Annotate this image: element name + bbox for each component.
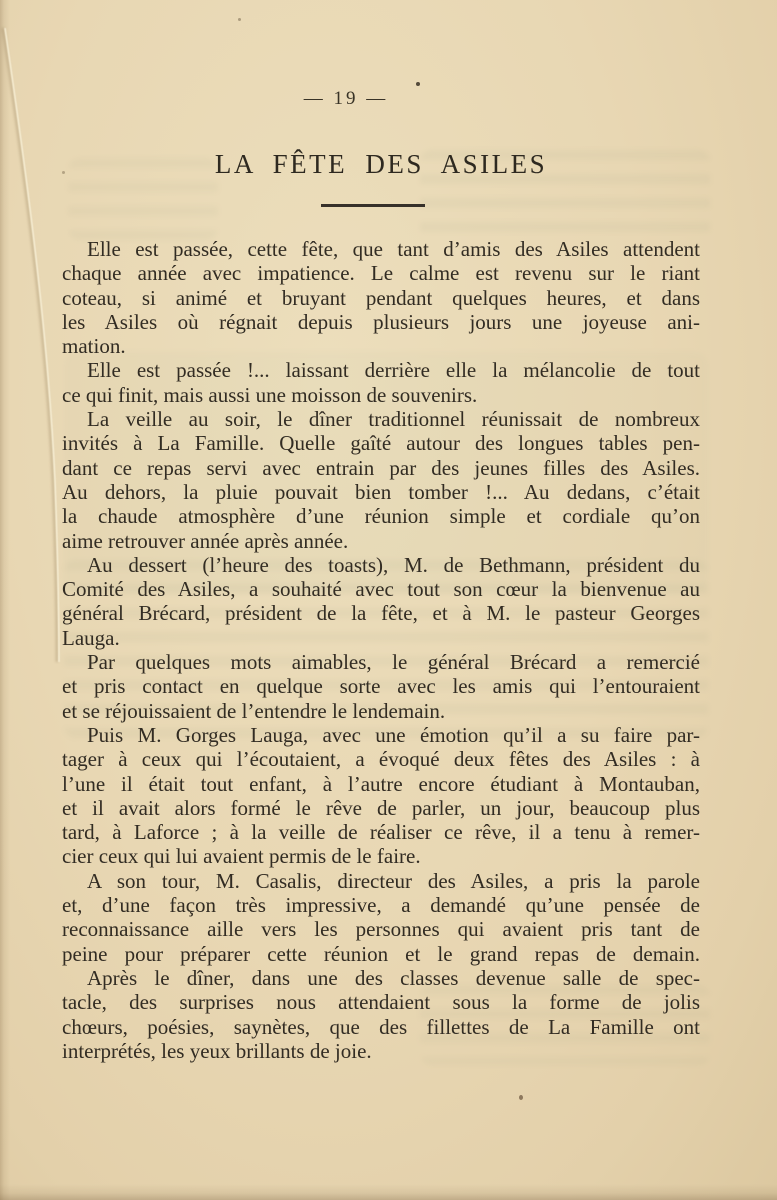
text-line: A son tour, M. Casalis, directeur des Asiles, a pris la parole <box>87 868 700 893</box>
text-column <box>62 0 700 1200</box>
paragraph-1 <box>62 237 700 358</box>
text-line: l’une il était tout enfant, à l’autre encore étudiant à Montauban, <box>62 771 700 796</box>
text-line: mation. <box>62 334 126 359</box>
text-line: les Asiles où régnait depuis plusieurs jours une joyeuse ani- <box>62 309 700 334</box>
text-line: chœurs, poésies, saynètes, que des fillettes de La Famille ont <box>62 1014 700 1039</box>
text-line: Elle est passée !... laissant derrière elle la mélancolie de tout <box>87 358 700 383</box>
text-line: Puis M. Gorges Lauga, avec une émotion qu’il a su faire par- <box>87 722 700 747</box>
paragraph-6 <box>62 723 700 869</box>
text-line: général Brécard, président de la fête, et à M. le pasteur Georges <box>62 601 700 626</box>
text-line: La veille au soir, le dîner traditionnel réunissait de nombreux <box>87 407 700 432</box>
text-line: ce qui finit, mais aussi une moisson de souvenirs. <box>62 382 478 407</box>
text-line: peine pour préparer cette réunion et le grand repas de demain. <box>62 941 700 966</box>
text-line: Au dehors, la pluie pouvait bien tomber !... Au dedans, c’était <box>62 479 700 504</box>
text-line: Comité des Asiles, a souhaité avec tout son cœur la bienvenue au <box>62 577 700 602</box>
text-line: chaque année avec impatience. Le calme est revenu sur le riant <box>62 261 700 286</box>
text-line: Après le dîner, dans une des classes devenue salle de spec- <box>87 965 700 990</box>
text-line: et se réjouissaient de l’entendre le lendemain. <box>62 698 446 723</box>
text-line: et il avait alors formé le rêve de parler, un jour, beaucoup plus <box>62 795 700 820</box>
paragraph-5 <box>62 650 700 723</box>
paragraph-3 <box>62 407 700 553</box>
text-line: tager à ceux qui l’écoutaient, a évoqué deux fêtes des Asiles : à <box>62 747 700 772</box>
text-line: aime retrouver année après année. <box>62 528 349 553</box>
body-text <box>62 237 700 1063</box>
text-line: Au dessert (l’heure des toasts), M. de Bethmann, président du <box>87 552 700 577</box>
page-number: — 19 — <box>303 88 389 109</box>
text-line: et pris contact en quelque sorte avec les amis qui l’entouraient <box>62 674 700 699</box>
title-rule <box>321 204 425 207</box>
text-line: invités à La Famille. Quelle gaîté autour des longues tables pen- <box>62 431 700 456</box>
text-line: tard, à Laforce ; à la veille de réaliser ce rêve, il a tenu à remer- <box>62 820 700 845</box>
paragraph-2 <box>62 358 700 407</box>
text-line: dant ce repas servi avec entrain par des jeunes filles des Asiles. <box>62 455 700 480</box>
paragraph-8 <box>62 966 700 1063</box>
text-line: la chaude atmosphère d’une réunion simple et cordiale qu’on <box>62 504 700 529</box>
text-line: et, d’une façon très impressive, a demandé qu’une pensée de <box>62 893 700 918</box>
chapter-title: LA FÊTE DES ASILES <box>214 149 548 179</box>
text-line: Lauga. <box>62 625 120 650</box>
paragraph-4 <box>62 553 700 650</box>
text-line: Elle est passée, cette fête, que tant d’amis des Asiles attendent <box>87 237 700 261</box>
text-line: coteau, si animé et bruyant pendant quelques heures, et dans <box>62 285 700 310</box>
text-line: tacle, des surprises nous attendaient sous la forme de jolis <box>62 990 700 1015</box>
paragraph-7 <box>62 869 700 966</box>
text-line: cier ceux qui lui avaient permis de le faire. <box>62 844 421 869</box>
text-line: interprétés, les yeux brillants de joie. <box>62 1038 372 1063</box>
text-line: Par quelques mots aimables, le général Brécard a remercié <box>87 650 700 675</box>
text-line: reconnaissance aille vers les personnes qui avaient pris tant de <box>62 917 700 942</box>
